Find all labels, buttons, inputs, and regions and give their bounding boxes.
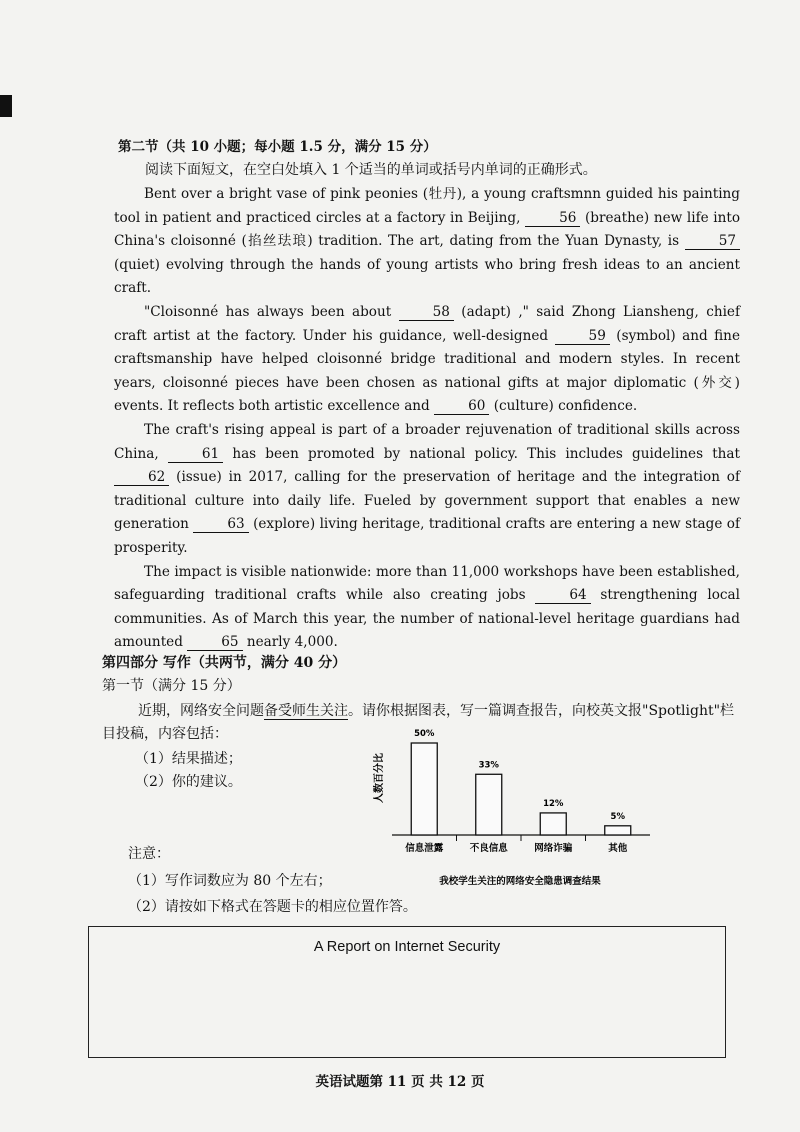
note-1: （1）写作词数应为 80 个左右； bbox=[128, 873, 332, 889]
passage-paragraph-2 bbox=[114, 301, 740, 419]
chart-bar bbox=[411, 743, 437, 835]
passage-text: The impact is visible nationwide: more than 11,000 workshops have been established, safeguarding traditional crafts while also creating jobs bbox=[114, 563, 740, 604]
passage-text: Bent over a bright vase of pink peonies (牡丹), a young craftsmnn guided his painting tool in patient and practiced circles at a factory in Beijing, bbox=[114, 186, 740, 226]
blank-56: 56 bbox=[525, 211, 580, 227]
chart-value-label: 50% bbox=[414, 729, 435, 739]
blank-60: 60 bbox=[434, 399, 489, 415]
prompt-text: 。请你根据图表，写一篇调查报告，向校英文报"Spotlight"栏目投稿，内容包括： bbox=[102, 703, 735, 742]
chart-category-label: 网络诈骗 bbox=[534, 843, 573, 854]
chart-bar bbox=[605, 826, 631, 835]
chart-category-label: 信息泄露 bbox=[405, 843, 444, 854]
passage-paragraph-3 bbox=[114, 419, 740, 561]
requirement-1: （1）结果描述； bbox=[135, 751, 242, 767]
blank-61: 61 bbox=[168, 447, 223, 463]
passage-text: The craft's rising appeal is part of a broader rejuvenation of traditional skills across China, bbox=[114, 421, 740, 462]
chart-bar bbox=[540, 813, 566, 835]
section2-instruction: 阅读下面短文，在空白处填入 1 个适当的单词或括号内单词的正确形式。 bbox=[145, 162, 597, 178]
passage-paragraph-1 bbox=[114, 183, 740, 301]
chart-category-label: 不良信息 bbox=[469, 843, 508, 854]
blank-59: 59 bbox=[555, 329, 610, 345]
requirement-2: （2）你的建议。 bbox=[135, 774, 242, 790]
prompt-underlined-text: 备受师生关注 bbox=[264, 703, 348, 719]
blank-62: 62 bbox=[114, 470, 169, 486]
blank-58: 58 bbox=[399, 305, 454, 321]
passage-paragraph-4 bbox=[114, 561, 740, 655]
report-title: A Report on Internet Security bbox=[313, 939, 501, 955]
passage-text: (symbol) and fine craftsmanship have helped cloisonné bridge traditional and modern styles. In recent years, cloisonné pieces have been chosen as national gifts at major diplomatic (外交) events. It reflects both artistic excellence and bbox=[114, 327, 740, 415]
chart-value-label: 5% bbox=[610, 811, 625, 822]
note-2: （2）请按如下格式在答题卡的相应位置作答。 bbox=[128, 899, 417, 915]
chart-category-label: 其他 bbox=[608, 843, 628, 854]
chart-bar bbox=[476, 774, 502, 835]
passage-text: (quiet) evolving through the hands of young artists who bring fresh ideas to an ancient craft. bbox=[114, 256, 740, 297]
passage-text: (explore) living heritage, traditional crafts are entering a new stage of prosperity. bbox=[114, 516, 741, 556]
passage-text: strengthening local communities. As of March this year, the number of national-level heritage guardians had amounted bbox=[114, 587, 740, 651]
survey-bar-chart bbox=[360, 718, 660, 898]
part4-section1-heading: 第一节（满分 15 分） bbox=[102, 678, 241, 694]
chart-value-label: 12% bbox=[543, 798, 564, 809]
passage-text: "Cloisonné has always been about bbox=[144, 303, 392, 320]
blank-57: 57 bbox=[685, 234, 740, 250]
part4-heading: 第四部分 写作（共两节，满分 40 分） bbox=[102, 655, 347, 671]
passage-text: has been promoted by national policy. This includes guidelines that bbox=[232, 445, 741, 462]
blank-64: 64 bbox=[535, 588, 590, 604]
blank-63: 63 bbox=[193, 517, 248, 533]
report-answer-box bbox=[88, 926, 726, 1058]
passage-text: nearly 4,000. bbox=[246, 634, 338, 651]
blank-65: 65 bbox=[187, 635, 242, 651]
chart-title: 我校学生关注的网络安全隐患调查结果 bbox=[439, 876, 601, 887]
prompt-text: 近期，网络安全问题 bbox=[138, 703, 264, 719]
chart-value-label: 33% bbox=[478, 760, 499, 771]
note-heading: 注意： bbox=[128, 846, 170, 862]
passage-text: (culture) confidence. bbox=[493, 398, 638, 415]
passage-text: (adapt) ," said Zhong Liansheng, chief craft artist at the factory. Under his guidance, well-designed bbox=[114, 303, 740, 344]
scan-mark bbox=[0, 95, 12, 117]
chart-y-axis-label: 人数百分比 bbox=[374, 753, 385, 803]
cloze-passage bbox=[114, 183, 740, 655]
passage-text: (breathe) new life into China's cloisonné (掐丝珐琅) tradition. The art, dating from the Yuan Dynasty, is bbox=[114, 209, 741, 250]
page-footer: 英语试题第 11 页 共 12 页 bbox=[315, 1074, 485, 1090]
passage-text: (issue) in 2017, calling for the preservation of heritage and the integration of traditional culture into daily life. Fueled by government support that enables a new generation bbox=[114, 469, 741, 533]
section2-heading: 第二节（共 10 小题；每小题 1.5 分，满分 15 分） bbox=[118, 139, 437, 155]
